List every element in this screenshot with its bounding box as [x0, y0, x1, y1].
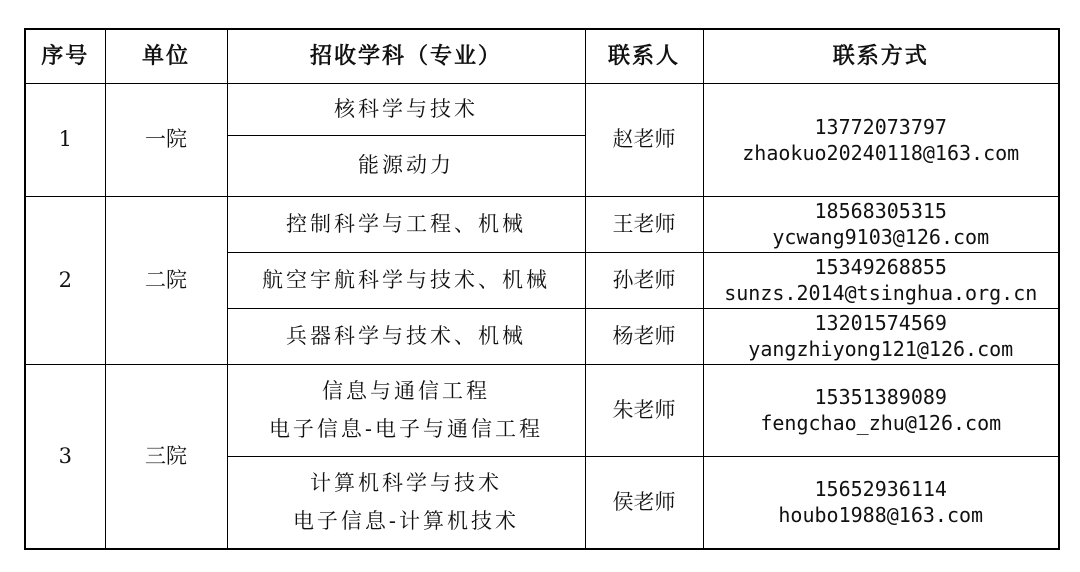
subject-line: 计算机科学与技术: [310, 471, 502, 495]
contact-table: [24, 28, 1060, 550]
email-address: houbo1988@163.com: [778, 503, 984, 528]
subject-line: 信息与通信工程: [322, 378, 490, 403]
email-address: yangzhiyong121@126.com: [748, 337, 1014, 361]
unit-cell: 一院: [105, 83, 227, 196]
subject-cell: 兵器科学与技术、机械: [227, 308, 585, 364]
table-row: [25, 83, 1059, 135]
header-unit: 单位: [105, 29, 227, 83]
seq-cell: 1: [25, 83, 105, 196]
email-address: ycwang9103@126.com: [772, 225, 990, 249]
contact-name-cell: 赵老师: [585, 83, 703, 196]
phone-number: 18568305315: [814, 199, 947, 223]
subject-line: 电子信息-电子与通信工程: [268, 417, 544, 441]
subject-line: 电子信息-计算机技术: [292, 509, 520, 534]
contact-name-cell: 侯老师: [585, 456, 703, 549]
seq-cell: 3: [25, 364, 105, 549]
header-subject: 招收学科（专业）: [227, 29, 585, 83]
subject-cell: 航空宇航科学与技术、机械: [227, 252, 585, 308]
table-row: [25, 196, 1059, 252]
contact-method-cell: [703, 456, 1059, 549]
subject-cell: 控制科学与工程、机械: [227, 196, 585, 252]
subject-cell: [227, 364, 585, 456]
subject-cell: 核科学与技术: [227, 83, 585, 135]
subject-cell: 能源动力: [227, 135, 585, 196]
table-header-row: [25, 29, 1059, 83]
header-contact-person: 联系人: [585, 29, 703, 83]
contact-method-cell: [703, 308, 1059, 364]
contact-name-cell: 王老师: [585, 196, 703, 252]
seq-cell: 2: [25, 196, 105, 364]
header-seq: 序号: [25, 29, 105, 83]
contact-method-cell: [703, 252, 1059, 308]
contact-name-cell: 孙老师: [585, 252, 703, 308]
subject-cell: [227, 456, 585, 549]
header-contact-method: 联系方式: [703, 29, 1059, 83]
phone-number: 15349268855: [814, 255, 947, 279]
phone-number: 13772073797: [814, 114, 947, 139]
contact-method-cell: [703, 364, 1059, 456]
contact-name-cell: 杨老师: [585, 308, 703, 364]
contact-name-cell: 朱老师: [585, 364, 703, 456]
phone-number: 15652936114: [814, 477, 947, 502]
table-row: [25, 364, 1059, 456]
email-address: zhaokuo20240118@163.com: [742, 140, 1020, 165]
contact-method-cell: [703, 196, 1059, 252]
unit-cell: 三院: [105, 364, 227, 549]
contact-method-cell: [703, 83, 1059, 196]
unit-cell: 二院: [105, 196, 227, 364]
email-address: fengchao_zhu@126.com: [760, 411, 1002, 435]
email-address: sunzs.2014@tsinghua.org.cn: [724, 281, 1038, 305]
phone-number: 13201574569: [814, 311, 947, 335]
phone-number: 15351389089: [814, 385, 947, 409]
